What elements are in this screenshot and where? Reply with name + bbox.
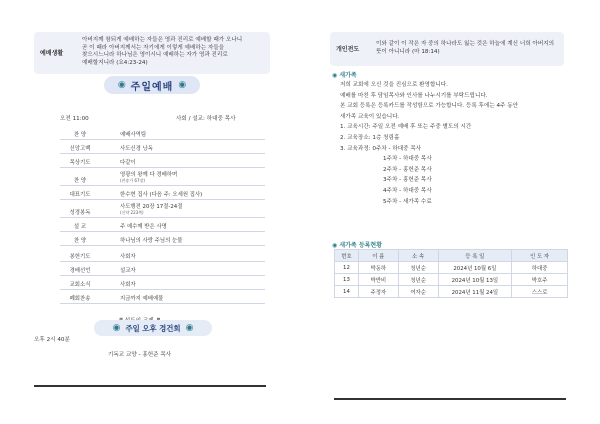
table-header-row: [335, 250, 568, 262]
worship-verse-box: [34, 32, 270, 74]
service-leader: 사회 / 설교: 하대중 목사: [176, 116, 236, 122]
title-target-icon: ◉: [112, 323, 121, 333]
service-time: 오전 11:00: [60, 116, 89, 122]
col-name: 이 름: [358, 250, 398, 262]
title-target-icon: ◉: [178, 80, 187, 90]
section-target-icon: ◉: [332, 72, 338, 79]
afternoon-time: 오후 2시 40분: [34, 337, 70, 343]
worship-box-label: 예배생활: [40, 50, 64, 57]
order-row: 대표기도 한수현 집사 (다음 주: 오세원 집사): [60, 188, 265, 200]
right-page: [300, 0, 600, 424]
table-row: 12 박동하 청년순 2024년 10월 6일 하대중: [335, 262, 568, 274]
col-number: 번호: [335, 250, 359, 262]
col-guide: 인 도 자: [512, 250, 568, 262]
title-target-icon: ◉: [185, 323, 194, 333]
order-row: 목상기도 다같이: [60, 156, 265, 168]
col-group: 소 속: [398, 250, 438, 262]
registration-heading: ◉ 새가족 등록현황: [332, 242, 383, 249]
evangelism-verse-text: 이와 같이 이 작은 자 중의 하나라도 잃는 것은 하늘에 계신 너희 아버지의 뜻이 아니니라 (마 18:14): [376, 41, 555, 55]
table-row: 13 박반비 청년순 2024년 10월 13일 박호주: [335, 274, 568, 286]
registration-table: [334, 249, 568, 298]
order-row: 설 교 주 예수께 받은 사명: [60, 220, 265, 232]
order-row: 교회소식 사회자: [60, 278, 265, 290]
col-date: 등 록 일: [438, 250, 512, 262]
afternoon-detail: 기독교 교양 - 홍헌준 목사: [108, 352, 172, 358]
section-target-icon: ◉: [332, 242, 338, 249]
order-row: 찬 양 예배사역팀: [60, 128, 265, 140]
order-row: 봉헌기도 사회자: [60, 250, 265, 262]
table-row: 14 주정자 여자순 2024년 11월 24일 스스로: [335, 286, 568, 298]
sunday-worship-title: [104, 76, 200, 94]
order-row: 찬 양 하나님의 사랑 주님의 눈물: [60, 234, 265, 246]
afternoon-title-text: 주일 오후 경건회: [125, 323, 181, 333]
footer-rule: [334, 398, 566, 400]
newcomers-text: 저희 교회에 오신 것을 진심으로 환영합니다. 예배를 마친 후 담임목사와 인사를 나누시기를 부탁드립니다. 본 교회 등록은 등록카드를 작성함으로 가능합니다. 등록 후에는 4주 동안 새가족 교육이 있습니다. 1. 교육시간: 주일 오전 예배 후 또는 주중 별도의 시간 2. 교육장소: 1층 청림홀 3. 교육과정: 0주차 - 하대중 목사 1주차 - 하대중 목사 2주차 - 홍헌준 목사 3주차 - 홍헌준 목사 4주차 - 하대중 목사 5주차 - 새가족 수료: [340, 82, 519, 205]
footer-rule: [34, 385, 266, 387]
evangelism-verse-box: [330, 32, 564, 66]
afternoon-worship-title: [94, 320, 212, 336]
worship-verse-text: 아버지께 참되게 예배하는 자들은 영과 진리로 예배할 때가 오나니 곧 이 때라 아버지께서는 자기에게 이렇게 예배하는 자들을 찾으시느니라 하나님은 영이시니 예배하는 자가 영과 진리로 예배할지니라 (요4:23-24): [82, 37, 243, 66]
sunday-worship-title-text: 주일예배: [130, 81, 174, 93]
title-target-icon: ◉: [117, 80, 126, 90]
order-row: 찬 양 영광의 왕께 다 경배하며 (찬송가 67장): [60, 170, 265, 186]
order-row: 신앙고백 사도신경 낭독: [60, 142, 265, 154]
evangelism-box-label: 개인전도: [336, 46, 360, 53]
newcomers-heading: ◉ 새가족: [332, 72, 357, 79]
order-row: 성경봉독 사도행전 20장 17절-24절 (신약 223쪽): [60, 202, 265, 218]
order-row: 폐회찬송 지금까지 예배예물: [60, 292, 265, 304]
order-row: 경배선언 설교자: [60, 264, 265, 276]
